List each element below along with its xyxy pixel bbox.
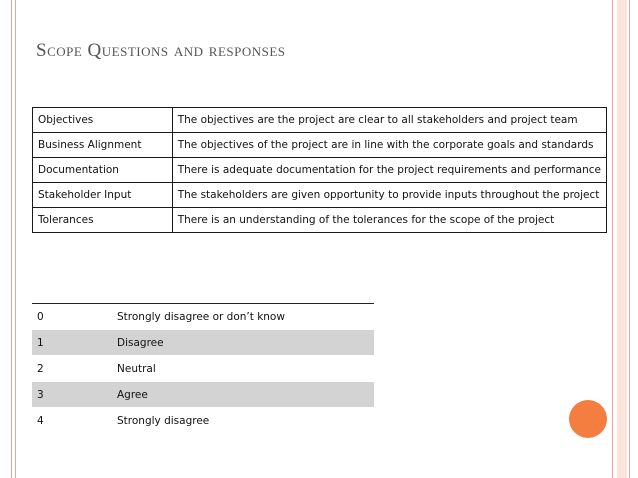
scale-score: 4 <box>32 408 112 434</box>
right-decorative-band <box>617 0 627 478</box>
table-row <box>33 108 607 133</box>
table-row <box>32 304 374 330</box>
scale-meaning: Neutral <box>112 356 374 382</box>
scale-score: 2 <box>32 356 112 382</box>
row-description: The stakeholders are given opportunity to provide inputs throughout the project <box>172 183 606 208</box>
table-row <box>33 183 607 208</box>
row-label: Documentation <box>33 158 173 183</box>
scale-meaning: Strongly disagree <box>112 408 374 434</box>
table-row <box>32 330 374 356</box>
table-row <box>32 356 374 382</box>
right-border-line-outer <box>629 0 630 478</box>
scale-score: 3 <box>32 382 112 408</box>
row-description: The objectives are the project are clear to all stakeholders and project team <box>172 108 606 133</box>
table-row <box>33 208 607 233</box>
left-border-line-inner <box>15 0 16 478</box>
scale-score: 1 <box>32 330 112 356</box>
objectives-table <box>32 107 607 233</box>
row-description: There is an understanding of the tolerances for the scope of the project <box>172 208 606 233</box>
table-row <box>32 408 374 434</box>
scale-score: 0 <box>32 304 112 330</box>
table-row <box>33 133 607 158</box>
row-label: Stakeholder Input <box>33 183 173 208</box>
scale-meaning: Disagree <box>112 330 374 356</box>
left-border-line <box>11 0 12 478</box>
row-description: There is adequate documentation for the project requirements and performance <box>172 158 606 183</box>
row-label: Business Alignment <box>33 133 173 158</box>
slide-title: Scope Questions and responses <box>36 40 286 61</box>
scale-meaning: Agree <box>112 382 374 408</box>
scale-meaning: Strongly disagree or don’t know <box>112 304 374 330</box>
table-row <box>33 158 607 183</box>
row-label: Tolerances <box>33 208 173 233</box>
row-label: Objectives <box>33 108 173 133</box>
rating-scale-table <box>32 303 374 434</box>
table-row <box>32 382 374 408</box>
decorative-orange-circle <box>569 400 607 438</box>
row-description: The objectives of the project are in line with the corporate goals and standards <box>172 133 606 158</box>
right-border-line <box>612 0 613 478</box>
